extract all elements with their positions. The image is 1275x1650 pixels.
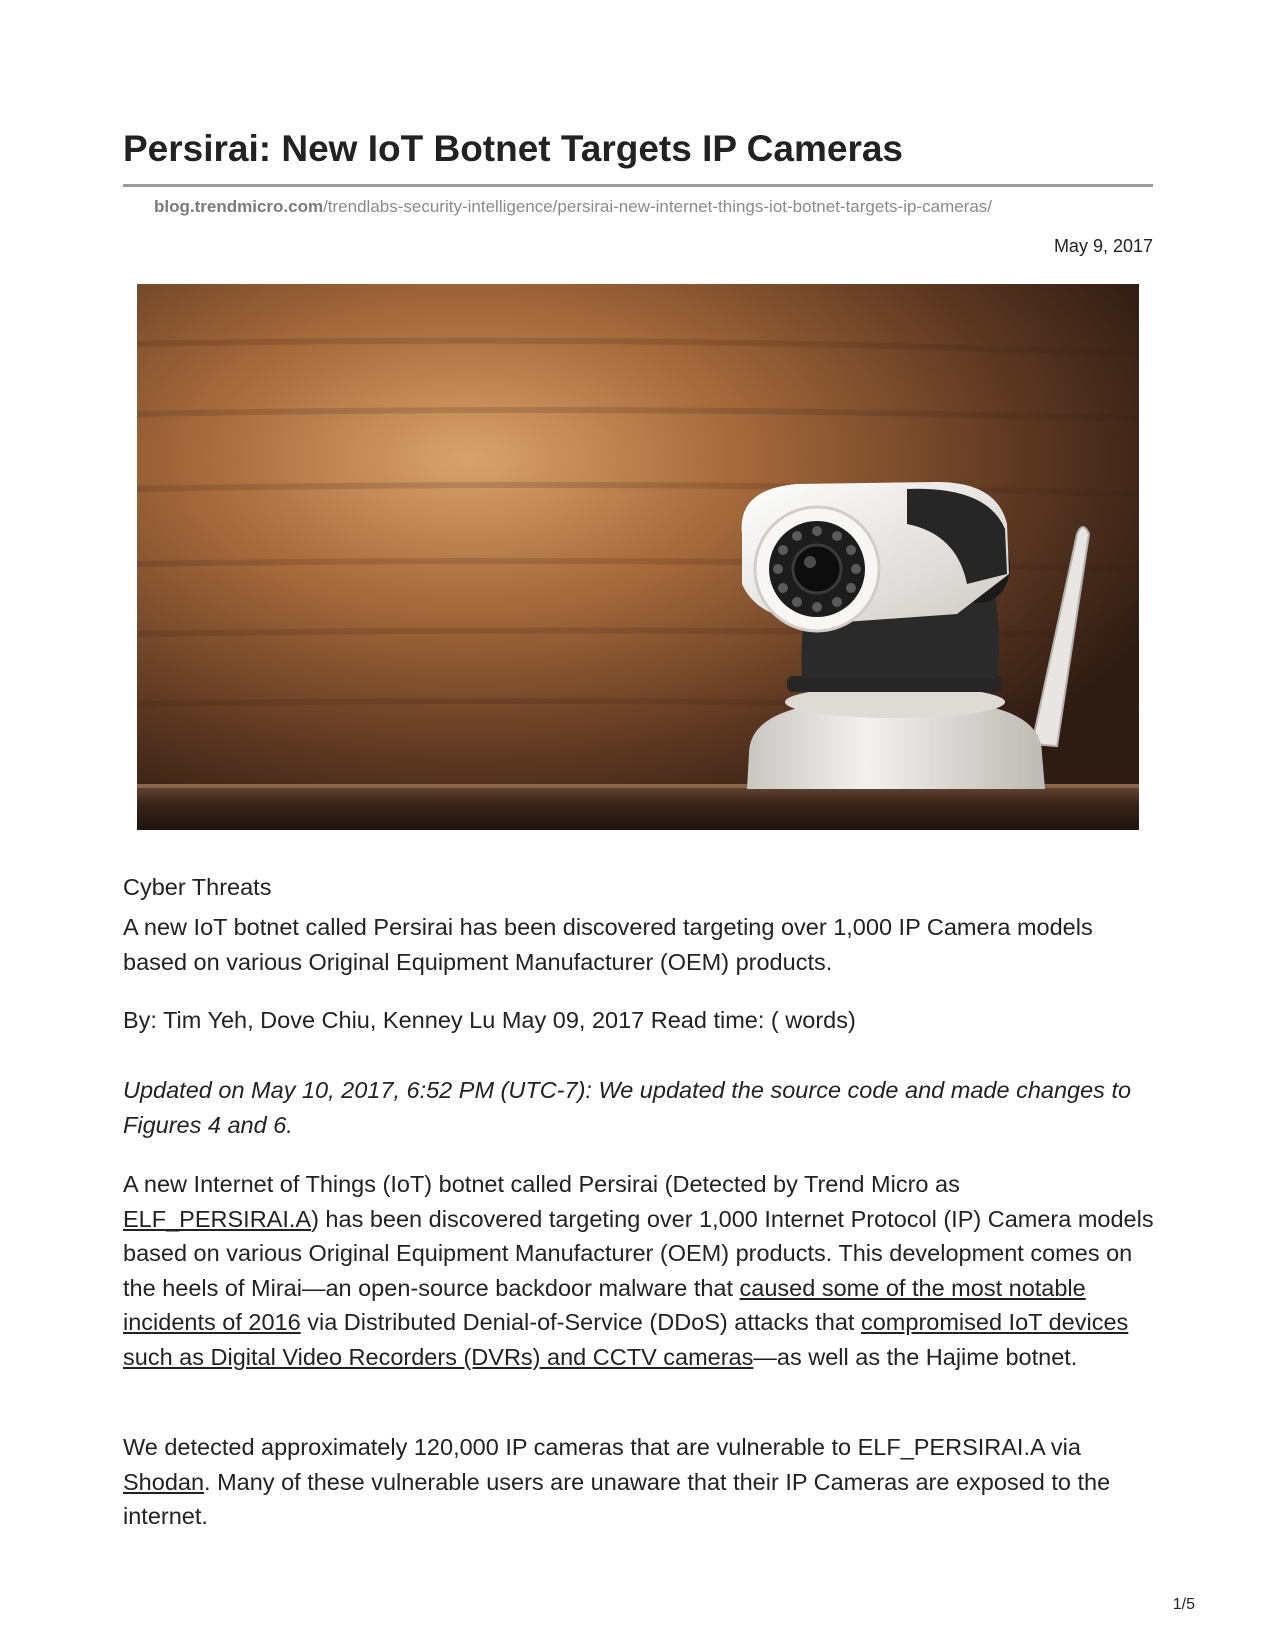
hero-image-ip-camera — [137, 284, 1139, 830]
article-summary: A new IoT botnet called Persirai has been discovered targeting over 1,000 IP Camera models based on various Original Equipment Manufacturer (OEM) products. — [123, 914, 1093, 975]
title-divider — [123, 184, 1153, 187]
source-url[interactable] — [154, 197, 992, 217]
p1-text-3: via Distributed Denial-of-Service (DDoS) attacks that — [300, 1309, 861, 1335]
body-paragraph-1 — [123, 1167, 1158, 1374]
elf-persirai-link[interactable]: ELF_PERSIRAI.A — [123, 1205, 312, 1232]
p1-text-4: —as well as the Hajime botnet. — [753, 1343, 1078, 1370]
article-byline: By: Tim Yeh, Dove Chiu, Kenney Lu May 09, 2017 Read time: ( words) — [123, 1007, 856, 1033]
article-date: May 9, 2017 — [1053, 236, 1153, 256]
url-domain[interactable]: blog.trendmicro.com — [154, 197, 324, 216]
category-label: Cyber Threats — [123, 874, 272, 900]
p1-text-2: ) has been discovered targeting over 1,000 Internet Protocol (IP) Camera models based on various Original Equipment Manufacturer (OEM) products. This development comes on the heels of Mirai—an open-source backdoor malware that — [123, 1205, 1154, 1301]
notable-incidents-link[interactable]: caused some of the most notable incidents of 2016 — [123, 1274, 1086, 1335]
shodan-link[interactable]: Shodan — [123, 1468, 205, 1495]
update-note: Updated on May 10, 2017, 6:52 PM (UTC-7): We updated the source code and made changes to Figures 4 and 6. — [123, 1077, 1132, 1138]
p1-text-1: A new Internet of Things (IoT) botnet called Persirai (Detected by Trend Micro as — [123, 1171, 960, 1197]
page-number: 1/5 — [1172, 1596, 1195, 1613]
url-path[interactable]: /trendlabs-security-intelligence/persirai-new-internet-things-iot-botnet-targets-ip-cameras/ — [323, 197, 993, 216]
p2-text-1: We detected approximately 120,000 IP cameras that are vulnerable to ELF_PERSIRAI.A via — [123, 1434, 1081, 1460]
compromised-iot-devices-link[interactable]: compromised IoT devices such as Digital Video Recorders (DVRs) and CCTV cameras — [123, 1309, 1129, 1370]
article-title: Persirai: New IoT Botnet Targets IP Cameras — [123, 128, 903, 169]
body-paragraph-2 — [123, 1430, 1158, 1534]
p2-text-2: . Many of these vulnerable users are unaware that their IP Cameras are exposed to the internet. — [123, 1468, 1111, 1529]
